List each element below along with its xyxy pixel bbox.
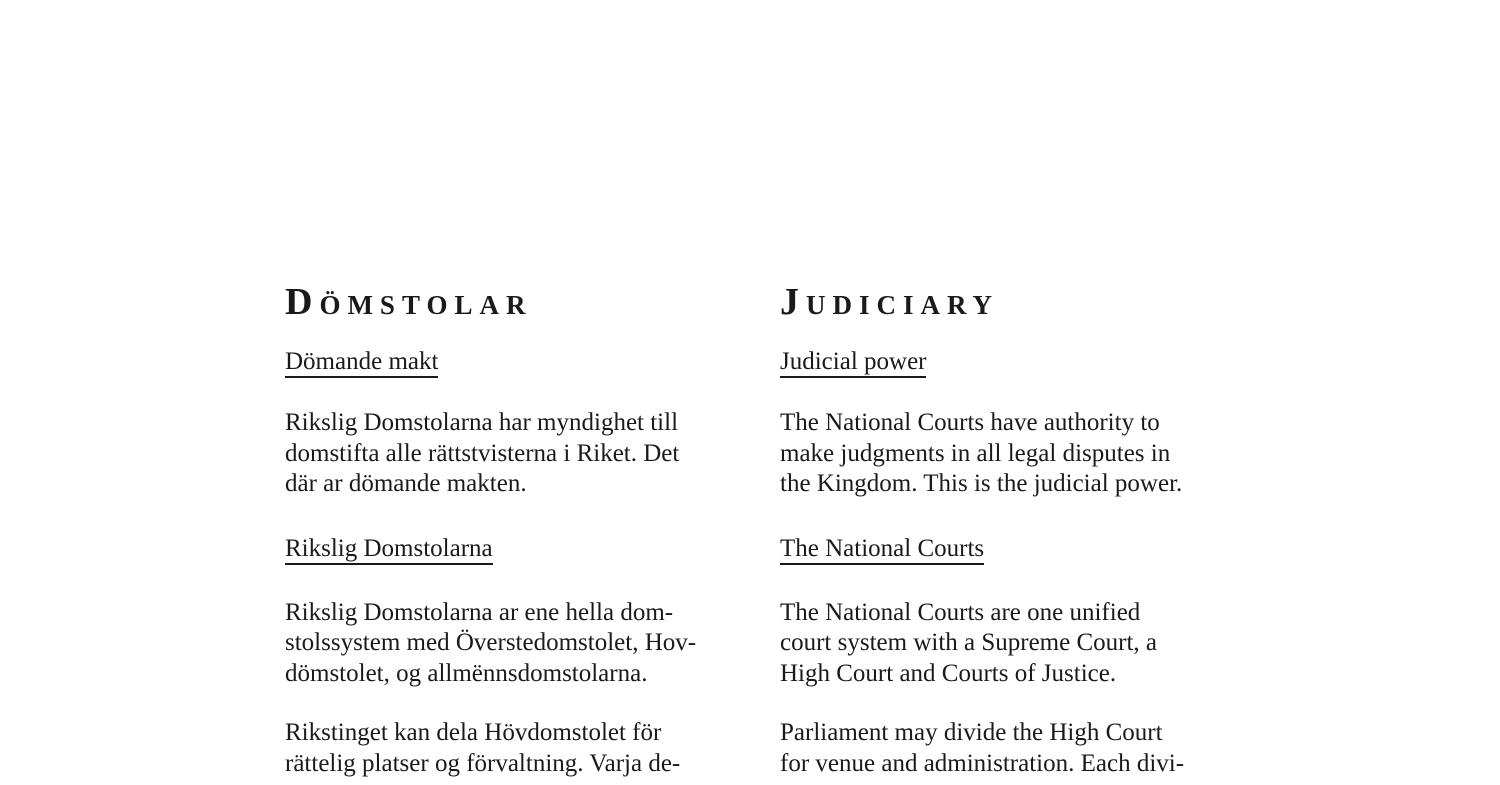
paragraph: Parliament may divide the High Court for venue and administration. Each divi- xyxy=(780,719,1185,777)
paragraph: The National Courts are one unified court system with a Supreme Court, a High Court and Courts of Justice. xyxy=(780,598,1158,687)
paragraph: Rikslig Domstolarna ar ene hella dom- stolssystem med Överstedomstolet, Hov- dömstolet, og allmënnsdomstolarna. xyxy=(285,598,697,687)
subheading-national-courts: The National Courts xyxy=(780,535,984,565)
paragraph: Rikslig Domstolarna har myndighet till domstifta alle rättstvisterna i Riket. Det där ar dömande makten. xyxy=(285,409,680,497)
english-column xyxy=(780,280,1240,779)
paragraph: Rikstinget kan dela Hövdomstolet för rättelig platser og förvaltning. Varja de- xyxy=(285,719,681,777)
swedish-column xyxy=(285,280,745,779)
paragraph: The National Courts have authority to make judgments in all legal disputes in the Kingdom. This is the judicial power. xyxy=(780,409,1183,497)
subheading-national-courts: Rikslig Domstolarna xyxy=(285,535,493,565)
subheading-judicial-power: Judicial power xyxy=(780,348,926,378)
section-title: Dömstolar xyxy=(285,281,533,323)
subheading-judicial-power: Dömande makt xyxy=(285,348,438,378)
section-title: Judiciary xyxy=(780,281,1000,323)
